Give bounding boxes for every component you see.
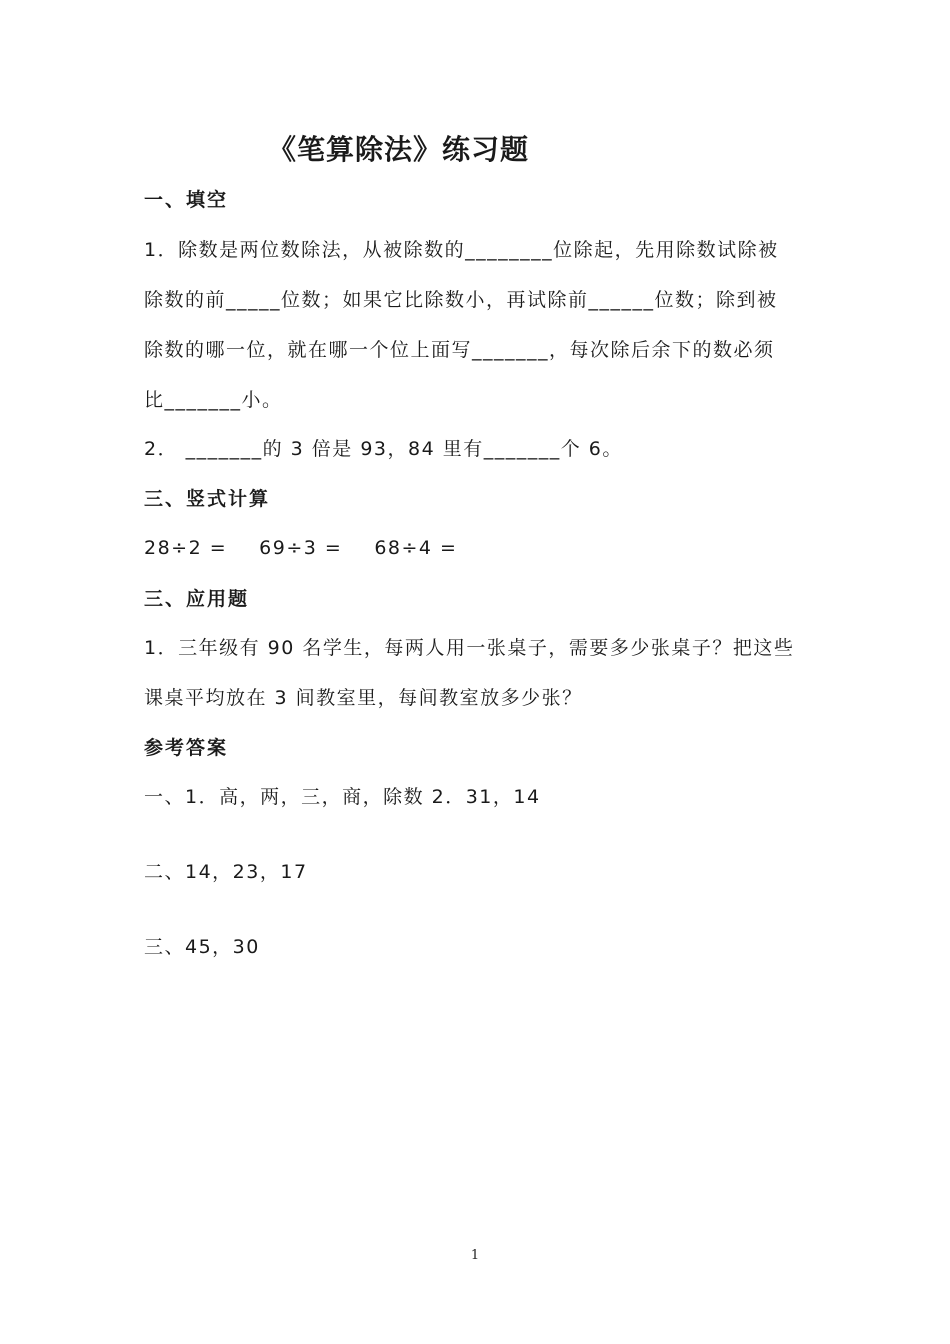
calc-item-2: 69÷3 = (259, 537, 343, 559)
section-heading-answers: 参考答案 (144, 737, 229, 759)
answer-line-1: 一、1．高，两，三，商，除数 2．31，14 (144, 786, 541, 808)
answer-line-2: 二、14，23，17 (144, 861, 308, 883)
section-heading-vertical: 三、竖式计算 (144, 488, 271, 510)
page-number: 1 (470, 1248, 480, 1263)
vertical-calc-row (144, 534, 457, 562)
answer-line-3: 三、45，30 (144, 936, 260, 958)
fill-question-1-line-2: 除数的前_____位数；如果它比除数小，再试除前______位数；除到被 (144, 289, 778, 311)
fill-question-1-line-4: 比_______小。 (144, 389, 283, 411)
section-heading-fill: 一、填空 (144, 189, 229, 211)
section-heading-application: 三、应用题 (144, 588, 250, 610)
fill-question-2: 2． _______的 3 倍是 93，84 里有_______个 6。 (144, 438, 623, 460)
application-question-1-line-1: 1．三年级有 90 名学生，每两人用一张桌子，需要多少张桌子？把这些 (144, 637, 795, 659)
fill-question-1-line-3: 除数的哪一位，就在哪一个位上面写_______，每次除后余下的数必须 (144, 339, 775, 361)
fill-question-1-line-1: 1．除数是两位数除法，从被除数的________位除起，先用除数试除被 (144, 239, 779, 261)
calc-item-1: 28÷2 = (144, 537, 228, 559)
calc-item-3: 68÷4 = (374, 537, 458, 559)
page-title: 《笔算除法》练习题 (268, 133, 530, 166)
application-question-1-line-2: 课桌平均放在 3 间教室里，每间教室放多少张？ (144, 687, 583, 709)
